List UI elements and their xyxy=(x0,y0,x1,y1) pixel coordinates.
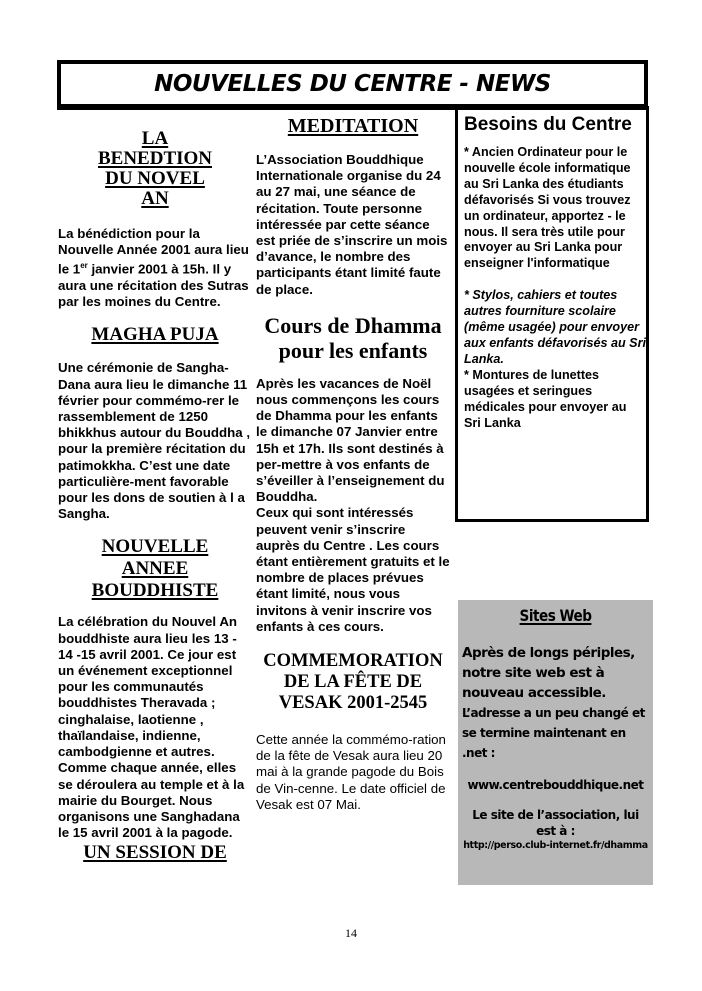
article-vesak xyxy=(256,651,450,813)
besoins-item-supplies: * Stylos, cahiers et toutes autres fourniture scolaire (même usagée) pour envoyer aux enfants défavorisés au Sri Lanka. xyxy=(464,288,646,366)
article-benediction xyxy=(58,129,252,310)
newsletter-header xyxy=(57,60,648,110)
article-title: NOUVELLE ANNEE BOUDDHISTE xyxy=(91,536,219,602)
article-body: Une cérémonie de Sangha-Dana aura lieu le dimanche 11 février pour commémo-rer le rassemblement de 1250 bhikkhus autour du Bouddha , pour la première récitation du patimokkha. C’est une date particulière-ment favorable pour les dons de soutien à l a Sangha. xyxy=(58,360,251,522)
sites-web-assoc-note: Le site de l’association, lui est à : xyxy=(472,808,639,838)
article-magha-puja xyxy=(58,325,252,522)
besoins-box xyxy=(455,106,649,522)
page-number: 14 xyxy=(345,926,357,940)
besoins-item-computer: * Ancien Ordinateur pour le nouvelle école informatique au Sri Lanka des étudiants défavorisés Si vous trouvez un ordinateur, apportez - le nous. Il sera très utile pour envoyer au Sri Lanka pour enseigner l'informatique xyxy=(464,145,631,271)
article-meditation xyxy=(256,116,450,298)
article-title: COMMEMORATION DE LA FÊTE DE VESAK 2001-2545 xyxy=(263,651,443,714)
column-left xyxy=(58,115,252,863)
article-nouvelle-annee xyxy=(58,536,252,841)
sites-web-intro: Après de longs périples, notre site web est à nouveau accessible. xyxy=(462,645,635,701)
article-body: L’Association Bouddhique Internationale organise du 24 au 27 mai, une séance de récitation. Toute personne intéressée par cette séance est priée de s’inscrire un mois d’avance, le nombre des participants étant limité faute de place. xyxy=(256,152,448,297)
column-middle xyxy=(256,112,450,813)
besoins-item-glasses: * Montures de lunettes usagées et seringues médicales pour envoyer au Sri Lanka xyxy=(464,367,627,430)
sites-web-url-main[interactable]: www.centrebouddhique.net xyxy=(467,778,644,792)
besoins-title: Besoins du Centre xyxy=(464,114,632,135)
article-cours-dhamma xyxy=(256,313,450,635)
article-body: Cette année la commémo-ration de la fête de Vesak aura lieu 20 mai à la grande pagode du Bois de Vin-cenne. Le date officiel de Vesak est 07 Mai. xyxy=(256,732,446,812)
article-title: MEDITATION xyxy=(287,115,419,137)
sites-web-box xyxy=(458,600,653,885)
sites-web-url-assoc[interactable]: http://perso.club-internet.fr/dhamma xyxy=(463,840,648,851)
article-body: Après les vacances de Noël nous commençons les cours de Dhamma pour les enfants le dimanche 07 Janvier entre 15h et 17h. Ils sont destinés à per-mettre à vos enfants de s’éveiller à l’enseignement du Bouddha. xyxy=(256,375,445,505)
article-title: LA BENEDTION DU NOVEL AN xyxy=(97,128,213,209)
article-title: Cours de Dhamma pour les enfants xyxy=(264,312,442,363)
newsletter-title: NOUVELLES DU CENTRE - NEWS xyxy=(154,71,551,97)
article-body: La bénédiction pour la Nouvelle Année 2001 aura lieu le 1er janvier 2001 à 15h. Il y aura une récitation des Sutras par les moines du Centre. xyxy=(58,226,249,310)
sites-web-address-note: L’adresse a un peu changé et se termine maintenant en .net : xyxy=(462,706,645,760)
sites-web-title: Sites Web xyxy=(519,606,592,625)
article-session xyxy=(58,843,252,863)
article-title: MAGHA PUJA xyxy=(91,324,219,346)
article-title: UN SESSION DE xyxy=(83,842,227,864)
article-body: La célébration du Nouvel An bouddhiste aura lieu les 13 - 14 -15 avril 2001. Ce jour est un événement exceptionnel pour les communautés bouddhistes Theravada ; cinghalaise, laotienne , thaïlandaise, indienne, cambodgienne et autres. Comme chaque année, elles se déroulera au temple et à la mairie du Bourget. Nous organisons une Sanghadana le 15 avril 2001 à la pagode. xyxy=(58,614,245,841)
article-body-continued: Ceux qui sont intéressés peuvent venir s’inscrire auprès du Centre . Les cours étant entièrement gratuits et le nombre de places prévues étant limité, nous vous invitons à venir inscrire vos enfants à ces cours. xyxy=(256,505,450,634)
